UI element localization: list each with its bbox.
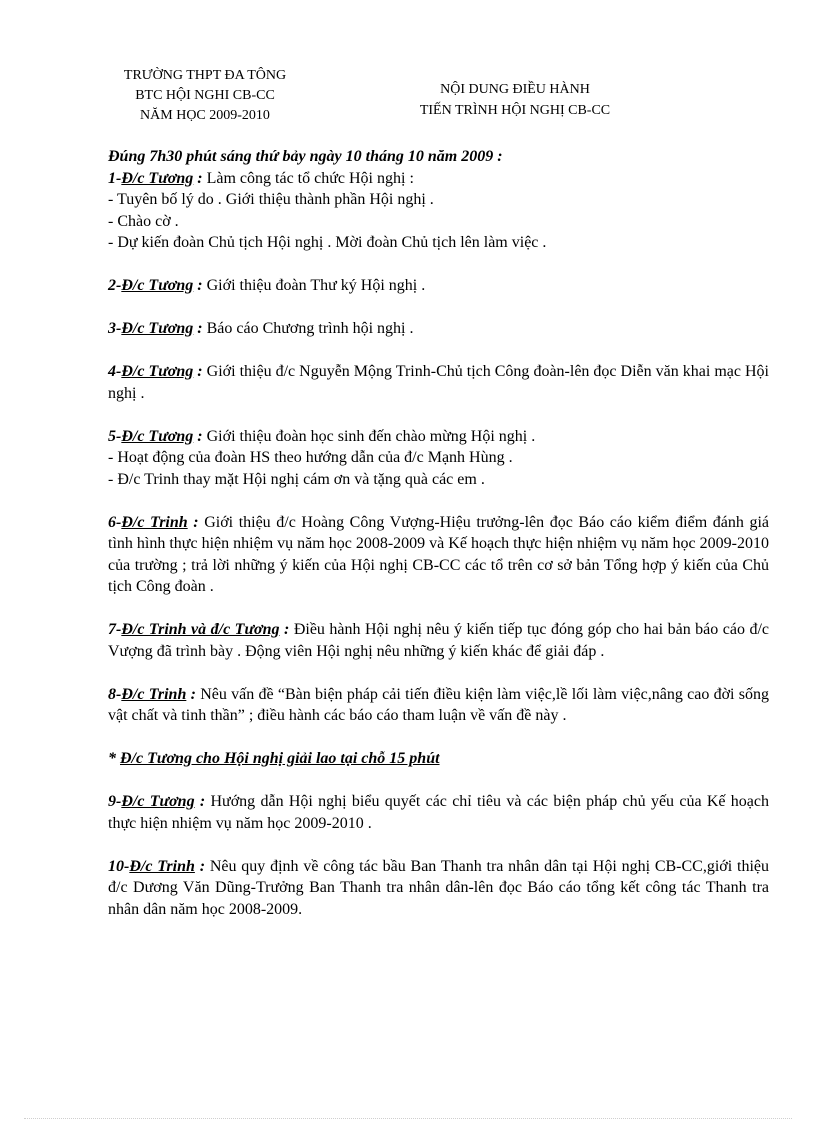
agenda-item-8: 8-Đ/c Trinh : Nêu vấn đề “Bàn biện pháp cải tiến điều kiện làm việc,lề lối làm việc,nâng cao đời sống vật chất và tinh thần” ; điều hành các báo cáo tham luận về vấn đề này .: [108, 685, 769, 724]
break-notice: * Đ/c Tương cho Hội nghị giải lao tại chỗ 15 phút: [108, 750, 440, 767]
agenda-item-9: 9-Đ/c Tương : Hướng dẫn Hội nghị biểu quyết các chỉ tiêu và các biện pháp chủ yếu của Kế hoạch thực hiện nhiệm vụ năm học 2009-2010 .: [108, 793, 769, 832]
agenda-item-6: 6-Đ/c Trinh : Giới thiệu đ/c Hoàng Công Vượng-Hiệu trưởng-lên đọc Báo cáo kiểm điểm đánh giá tình hình thực hiện nhiệm vụ năm học 2008-2009 và Kế hoạch thực hiện nhiệm vụ năm học 2009-2010 của trường ; trả lời những ý kiến của Hội nghị CB-CC các tổ trên cơ sở bản Tổng hợp ý kiến của Chủ tịch Công đoàn .: [108, 513, 769, 595]
header-left: [100, 66, 310, 126]
document-body: [108, 146, 769, 920]
doc-title-line-2: TIẾN TRÌNH HỘI NGHỊ CB-CC: [419, 103, 611, 118]
agenda-item-5: 5-Đ/c Tương : Giới thiệu đoàn học sinh đến chào mừng Hội nghị .: [108, 427, 536, 445]
bullet: - Chào cờ .: [108, 212, 179, 230]
school-name: TRƯỜNG THPT ĐA TÔNG: [123, 68, 287, 83]
intro-line: Đúng 7h30 phút sáng thứ bảy ngày 10 tháng 10 năm 2009 :: [108, 148, 503, 165]
organizing-committee: BTC HỘI NGHI CB-CC: [135, 88, 275, 103]
agenda-item-7: 7-Đ/c Trinh và đ/c Tương : Điều hành Hội nghị nêu ý kiến tiếp tục đóng góp cho hai bản báo cáo đ/c Vượng đã trình bày . Động viên Hội nghị nêu những ý kiến khác để giải đáp .: [108, 621, 769, 660]
bullet: - Dự kiến đoàn Chủ tịch Hội nghị . Mời đoàn Chủ tịch lên làm việc .: [108, 234, 547, 251]
bullet: - Hoạt động của đoàn HS theo hướng dẫn của đ/c Mạnh Hùng .: [108, 449, 513, 466]
agenda-item-2: 2-Đ/c Tương : Giới thiệu đoàn Thư ký Hội nghị .: [108, 277, 426, 294]
agenda-item-1: 1-Đ/c Tương : Làm công tác tổ chức Hội nghị :: [108, 169, 414, 187]
bullet: - Tuyên bố lý do . Giới thiệu thành phần Hội nghị .: [108, 191, 434, 208]
doc-title-line-1: NỘI DUNG ĐIỀU HÀNH: [440, 82, 590, 97]
agenda-item-3: 3-Đ/c Tương : Báo cáo Chương trình hội nghị .: [108, 320, 414, 337]
header-right: [390, 79, 640, 121]
bullet: - Đ/c Trinh thay mặt Hội nghị cám ơn và tặng quà các em .: [108, 470, 485, 488]
agenda-item-4: 4-Đ/c Tương : Giới thiệu đ/c Nguyễn Mộng Trinh-Chủ tịch Công đoàn-lên đọc Diễn văn khai mạc Hội nghị .: [108, 363, 769, 402]
agenda-item-10: 10-Đ/c Trinh : Nêu quy định về công tác bầu Ban Thanh tra nhân dân tại Hội nghị CB-CC,giới thiệu đ/c Dương Văn Dũng-Trưởng Ban Thanh tra nhân dân-lên đọc Báo cáo tổng kết công tác Thanh tra nhân dân năm học 2008-2009.: [108, 857, 770, 918]
school-year: NĂM HỌC 2009-2010: [140, 108, 270, 123]
page-bottom-divider: [24, 1118, 792, 1119]
